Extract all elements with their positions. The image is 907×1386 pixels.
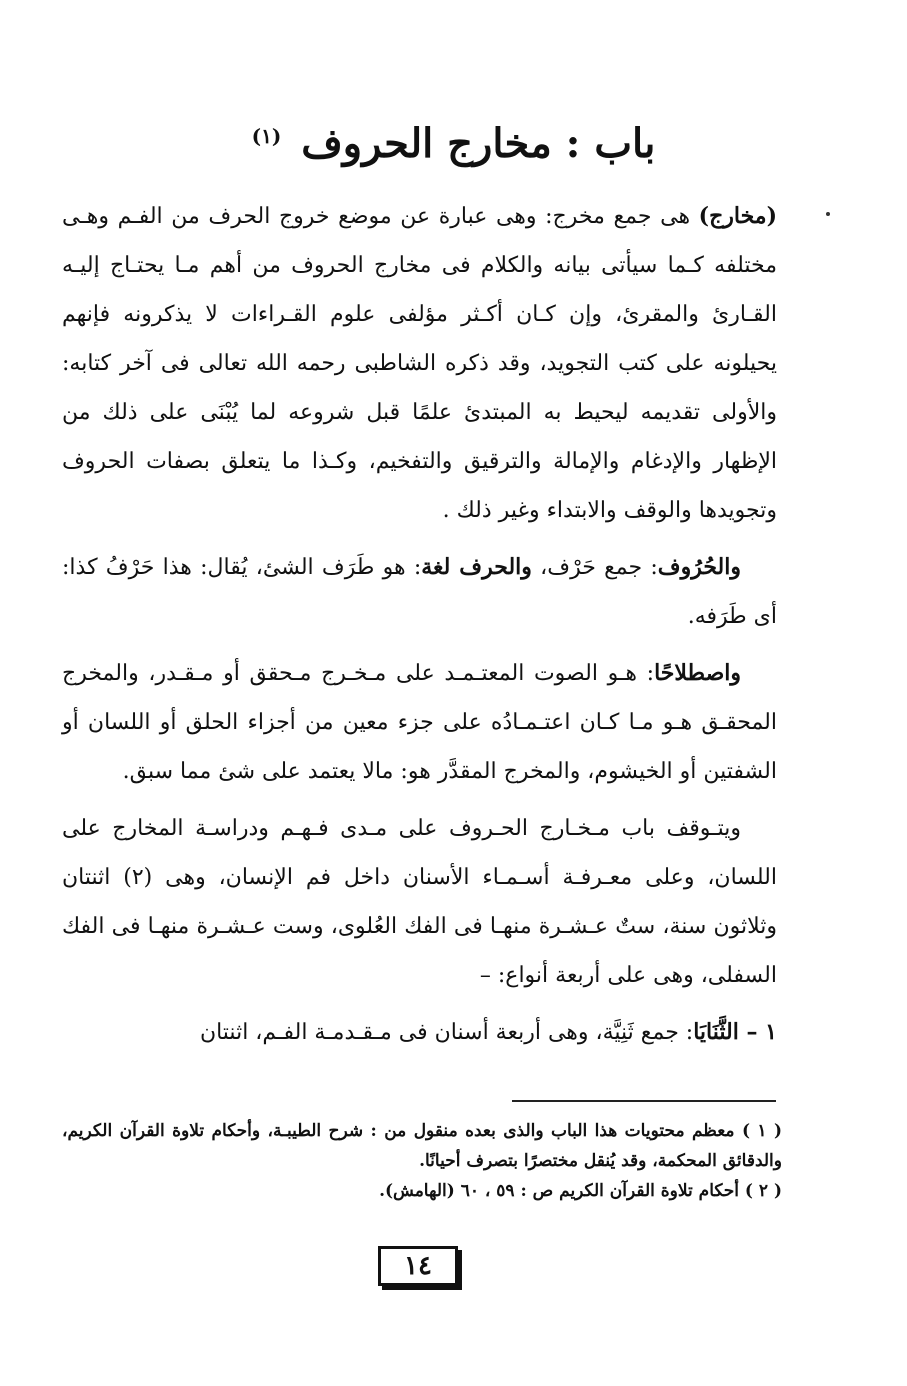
page-number-box bbox=[378, 1246, 458, 1286]
paragraph-text: هى جمع مخرج: وهى عبارة عن موضع خروج الحرف من الفـم وهـى مختلفه كـما سيأتى بيانه والكلام فى مخارج الحروف من أهم مـا يحتـاج إليـه القـارئ والمقرئ، وإن كـان أكـثر مؤلفى علوم القـراءات لا يذكرونه فإنهم يحيلونه على كتب التجويد، وقد ذكره الشاطبى رحمه الله تعالى فى آخر كتابه: والأولى تقديمه ليحيط به المبتدئ علمًا قبل شروعه لما يُبْنَى على ذلك من الإظهار والإدغام والإمالة والترقيق والتفخيم، وكـذا ما يتعلق بصفات الحروف وتجويدها والوقف والابتداء وغير ذلك . bbox=[62, 204, 777, 523]
page-number: ١٤ bbox=[404, 1251, 432, 1281]
chapter-title bbox=[0, 120, 907, 167]
chapter-title-text: باب : مخارج الحروف bbox=[301, 120, 656, 167]
footnote-1: ( ١ ) معظم محتويات هذا الباب والذى بعده منقول من : شرح الطيبـة، وأحكام تلاوة القرآن الكريم، والدقائق المحكمة، وقد يُنقل مختصرًا بتصرف أحيانًا. bbox=[62, 1121, 782, 1171]
footnote-2: ( ٢ ) أحكام تلاوة القرآن الكريم ص : ٥٩ ، ٦٠ (الهامش). bbox=[379, 1181, 782, 1201]
term-istilah: واصطلاحًا bbox=[654, 660, 741, 686]
paragraph-thanaya bbox=[62, 1008, 777, 1057]
paragraph-makharij bbox=[62, 192, 777, 535]
body-text bbox=[62, 192, 777, 1065]
paragraph-text: : هو طَرَف الشئ، يُقال: هذا حَرْفُ كذا: أى طَرَفه. bbox=[62, 555, 777, 629]
paragraph-text: : جمع حَرْف، bbox=[531, 555, 658, 580]
paragraph-istilah bbox=[62, 649, 777, 796]
paragraph-huruf bbox=[62, 543, 777, 641]
term-harf-lugha: والحرف لغة bbox=[421, 554, 532, 580]
footnotes bbox=[62, 1116, 782, 1206]
footnote-divider bbox=[512, 1100, 776, 1102]
footnote-ref-1: (١) bbox=[251, 123, 282, 148]
paragraph-text: : جمع ثَنِيَّة، وهى أربعة أسنان فى مـقـدمـة الفـم، اثنتان bbox=[199, 1020, 694, 1045]
term-huruf: والحُرُوف bbox=[657, 554, 741, 580]
paragraph-text: : هـو الصوت المعتـمـد على مـخـرج مـحقق أو مـقـدر، والمخرج المحقـق هـو مـا كـان اعتـمـادُه على جزء معين من أجزاء الحلق أو اللسان أو الشفتين أو الخيشوم، والمخرج المقدَّر هو: مالا يعتمد على شئ مما سبق. bbox=[62, 661, 777, 784]
print-speck bbox=[826, 212, 830, 216]
paragraph-teeth bbox=[62, 804, 777, 1000]
term-thanaya: ١ – الثَّنَايَا bbox=[693, 1019, 777, 1045]
term-makharij: (مخارج) bbox=[698, 203, 777, 229]
paragraph-text: ويتـوقف باب مـخـارج الحـروف على مـدى فـهـم ودراسـة المخارج على اللسان، وعلى معـرفـة أسـمـاء الأسنان داخل فم الإنسان، وهى (٢) اثنتان وثلاثون سنة، ستٌ عـشـرة منهـا فى الفك العُلوى، وست عـشـرة منهـا فى الفك السفلى، وهى على أربعة أنواع: – bbox=[62, 816, 777, 988]
